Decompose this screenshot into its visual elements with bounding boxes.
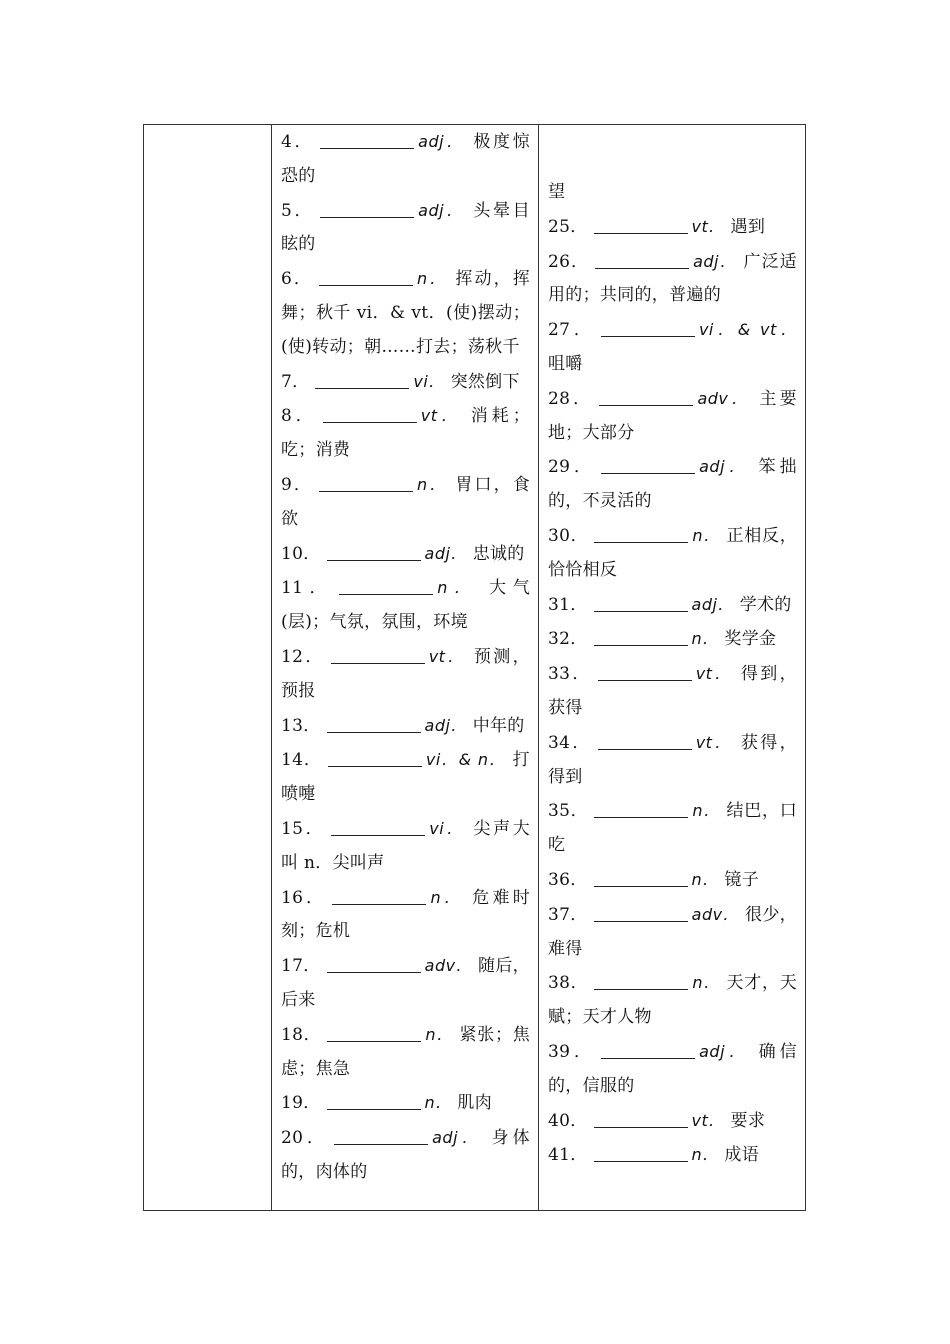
item-number: 18． bbox=[281, 1024, 322, 1045]
answer-blank[interactable] bbox=[320, 132, 414, 149]
part-of-speech: adj． bbox=[418, 132, 466, 151]
part-of-speech: vt． bbox=[428, 646, 467, 666]
vocab-item bbox=[281, 743, 530, 812]
item-number: 32． bbox=[548, 629, 588, 650]
chinese-meaning: 得到，获得 bbox=[548, 664, 797, 718]
answer-blank[interactable] bbox=[594, 870, 688, 887]
chinese-meaning: 紧张；焦虑；焦急 bbox=[281, 1024, 530, 1079]
vocab-item bbox=[281, 640, 530, 709]
part-of-speech: adj． bbox=[424, 715, 467, 735]
item-number: 13． bbox=[281, 715, 321, 736]
answer-blank[interactable] bbox=[319, 475, 413, 492]
blank-label-column bbox=[144, 125, 272, 1210]
part-of-speech: n． bbox=[691, 869, 719, 889]
part-of-speech: adv． bbox=[424, 956, 473, 976]
answer-blank[interactable] bbox=[331, 647, 425, 664]
chinese-meaning: 预测，预报 bbox=[281, 646, 530, 701]
item-number: 19． bbox=[281, 1093, 321, 1114]
vocab-item bbox=[281, 812, 530, 881]
answer-blank[interactable] bbox=[594, 1111, 688, 1128]
vocab-item bbox=[548, 450, 797, 519]
chinese-meaning: 头晕目眩的 bbox=[281, 200, 530, 255]
item-number: 4． bbox=[281, 132, 315, 152]
answer-blank[interactable] bbox=[599, 389, 693, 406]
vocab-item bbox=[281, 468, 530, 537]
part-of-speech: vt． bbox=[420, 406, 462, 426]
vocab-item bbox=[281, 1121, 530, 1190]
vocab-item bbox=[548, 1104, 797, 1139]
part-of-speech: n． bbox=[424, 1093, 452, 1113]
answer-blank[interactable] bbox=[327, 716, 421, 733]
chinese-meaning: 学术的 bbox=[739, 594, 792, 615]
part-of-speech: vi． bbox=[429, 818, 466, 838]
chinese-meaning: 消耗；吃；消费 bbox=[281, 406, 530, 461]
part-of-speech: adv． bbox=[691, 904, 740, 924]
part-of-speech: vt． bbox=[695, 732, 734, 752]
chinese-meaning: 咀嚼 bbox=[548, 353, 583, 374]
item-number: 16． bbox=[281, 887, 327, 908]
item-number: 38． bbox=[548, 973, 589, 994]
item-number: 33． bbox=[548, 664, 592, 685]
chinese-meaning: 要求 bbox=[730, 1110, 766, 1131]
item-number: 9． bbox=[281, 474, 314, 495]
vocab-list-right bbox=[548, 125, 797, 1173]
chinese-meaning: 胃口，食欲 bbox=[281, 474, 530, 529]
item-number: 40． bbox=[548, 1110, 588, 1131]
item-number: 6． bbox=[281, 269, 314, 290]
part-of-speech: adj． bbox=[432, 1128, 483, 1148]
vocab-item bbox=[548, 245, 797, 314]
vocab-list-left bbox=[281, 125, 530, 1190]
item-number: 8． bbox=[281, 406, 317, 427]
part-of-speech: n． bbox=[430, 887, 464, 907]
item-number: 14． bbox=[281, 750, 322, 771]
chinese-meaning: 遇到 bbox=[730, 216, 766, 237]
chinese-meaning: 中年的 bbox=[472, 715, 525, 736]
chinese-meaning: 笨拙的，不灵活的 bbox=[548, 457, 797, 512]
chinese-meaning: 打喷嚏 bbox=[281, 750, 530, 805]
vocab-item bbox=[548, 622, 797, 657]
answer-blank[interactable] bbox=[594, 973, 688, 990]
part-of-speech: adj． bbox=[424, 543, 467, 563]
vocab-item bbox=[281, 537, 530, 572]
vocabulary-table bbox=[143, 124, 806, 1211]
vocab-item bbox=[548, 726, 797, 795]
vocab-item bbox=[548, 588, 797, 623]
item-number: 35． bbox=[548, 801, 589, 822]
item-number: 27． bbox=[548, 320, 595, 341]
vocab-column-left bbox=[272, 125, 539, 1210]
answer-blank[interactable] bbox=[594, 526, 688, 543]
chinese-meaning: 结巴，口吃 bbox=[548, 801, 797, 856]
part-of-speech: vi． bbox=[413, 371, 445, 391]
chinese-meaning: 主要地；大部分 bbox=[548, 388, 797, 443]
vocab-item bbox=[548, 794, 797, 863]
chinese-meaning: 身体的，肉体的 bbox=[281, 1128, 530, 1182]
item-number: 20． bbox=[281, 1128, 329, 1149]
vocab-item bbox=[548, 210, 797, 245]
answer-blank[interactable] bbox=[334, 1128, 428, 1145]
answer-blank[interactable] bbox=[323, 406, 417, 423]
item-number: 7． bbox=[281, 371, 310, 392]
chinese-meaning: 正相反，恰恰相反 bbox=[548, 525, 797, 580]
part-of-speech: n． bbox=[417, 474, 448, 494]
answer-blank[interactable] bbox=[327, 956, 421, 973]
chinese-meaning: 肌肉 bbox=[457, 1093, 493, 1114]
part-of-speech: n． bbox=[437, 578, 478, 598]
part-of-speech: vt． bbox=[691, 1110, 725, 1130]
answer-blank[interactable] bbox=[320, 201, 414, 218]
vocab-item bbox=[281, 262, 530, 364]
vocab-item bbox=[548, 382, 797, 451]
part-of-speech: adj． bbox=[693, 251, 738, 271]
item-number: 34． bbox=[548, 732, 592, 753]
item-number: 30． bbox=[548, 525, 589, 546]
vocab-item bbox=[548, 966, 797, 1035]
vocab-item bbox=[281, 399, 530, 468]
answer-blank[interactable] bbox=[319, 269, 413, 286]
answer-blank[interactable] bbox=[598, 664, 692, 681]
part-of-speech: n． bbox=[692, 973, 721, 993]
part-of-speech: adj． bbox=[691, 594, 734, 614]
vocab-item bbox=[548, 1138, 797, 1173]
part-of-speech: vi．& vt． bbox=[698, 320, 797, 340]
item-number: 28． bbox=[548, 388, 594, 409]
vocab-item bbox=[548, 863, 797, 898]
vocab-item bbox=[281, 1018, 530, 1087]
chinese-meaning: 突然倒下 bbox=[450, 371, 520, 392]
answer-blank[interactable] bbox=[327, 1093, 421, 1110]
item-number: 5． bbox=[281, 200, 315, 221]
vocab-item bbox=[548, 657, 797, 726]
chinese-meaning: 获得，得到 bbox=[548, 732, 797, 787]
answer-blank[interactable] bbox=[594, 629, 688, 646]
answer-blank[interactable] bbox=[328, 750, 422, 767]
answer-blank[interactable] bbox=[601, 1042, 695, 1059]
vocab-item bbox=[281, 1086, 530, 1121]
part-of-speech: vi．& n． bbox=[425, 750, 507, 770]
vocab-item bbox=[548, 1035, 797, 1104]
part-of-speech: adj． bbox=[699, 457, 750, 477]
answer-blank[interactable] bbox=[594, 905, 688, 922]
part-of-speech: n． bbox=[692, 801, 721, 821]
vocab-item bbox=[281, 571, 530, 640]
part-of-speech: adj． bbox=[699, 1041, 750, 1061]
answer-blank[interactable] bbox=[332, 888, 426, 905]
item-number: 39． bbox=[548, 1041, 596, 1062]
part-of-speech: n． bbox=[417, 269, 448, 289]
vocab-column-right bbox=[539, 125, 805, 1210]
answer-blank[interactable] bbox=[315, 372, 409, 389]
item-number: 25． bbox=[548, 216, 588, 237]
answer-blank[interactable] bbox=[594, 217, 688, 234]
item-number: 29． bbox=[548, 457, 596, 478]
chinese-meaning: 很少，难得 bbox=[548, 904, 797, 959]
answer-blank[interactable] bbox=[601, 457, 695, 474]
vocab-item bbox=[548, 313, 797, 382]
item-number: 11． bbox=[281, 578, 334, 599]
vocab-item bbox=[281, 881, 530, 950]
answer-blank[interactable] bbox=[327, 544, 421, 561]
chinese-meaning: 忠诚的 bbox=[472, 543, 525, 564]
chinese-meaning: 镜子 bbox=[724, 869, 760, 890]
answer-blank[interactable] bbox=[327, 1025, 421, 1042]
part-of-speech: n． bbox=[691, 1145, 719, 1165]
vocab-item bbox=[548, 898, 797, 967]
chinese-meaning: 确信的，信服的 bbox=[548, 1041, 797, 1096]
part-of-speech: vt． bbox=[695, 664, 734, 684]
part-of-speech: vt． bbox=[691, 216, 725, 236]
part-of-speech: adv． bbox=[697, 388, 751, 408]
item-number: 37． bbox=[548, 904, 588, 925]
vocab-item bbox=[281, 125, 530, 194]
item-number: 36． bbox=[548, 869, 588, 890]
item-number: 41． bbox=[548, 1145, 588, 1166]
vocab-item bbox=[548, 519, 797, 588]
chinese-meaning: 尖声大叫 n．尖叫声 bbox=[281, 818, 530, 873]
item-number: 10． bbox=[281, 543, 321, 564]
chinese-meaning: 成语 bbox=[724, 1145, 760, 1166]
answer-blank[interactable] bbox=[601, 320, 695, 337]
answer-blank[interactable] bbox=[594, 595, 688, 612]
continued-text: 望 bbox=[548, 182, 566, 202]
chinese-meaning: 大气(层)；气氛，氛围，环境 bbox=[281, 578, 530, 633]
item-number: 31． bbox=[548, 594, 588, 615]
vocab-item bbox=[281, 194, 530, 263]
chinese-meaning: 危难时刻；危机 bbox=[281, 887, 530, 942]
vocab-item bbox=[281, 365, 530, 400]
answer-blank[interactable] bbox=[339, 578, 433, 595]
answer-blank[interactable] bbox=[594, 801, 688, 818]
part-of-speech: n． bbox=[691, 629, 719, 649]
item-number: 12． bbox=[281, 646, 325, 667]
part-of-speech: n． bbox=[692, 525, 721, 545]
chinese-meaning: 随后，后来 bbox=[281, 956, 530, 1010]
chinese-meaning: 挥动，挥舞；秋千 vi．& vt．(使)摆动；(使)转动；朝……打去；荡秋千 bbox=[281, 269, 530, 357]
part-of-speech: adj． bbox=[418, 200, 466, 220]
answer-blank[interactable] bbox=[598, 733, 692, 750]
item-number: 17． bbox=[281, 956, 321, 977]
answer-blank[interactable] bbox=[331, 819, 425, 836]
item-number: 15． bbox=[281, 818, 326, 839]
vocab-item bbox=[281, 709, 530, 744]
vocab-item bbox=[281, 949, 530, 1018]
chinese-meaning: 广泛适用的；共同的，普遍的 bbox=[548, 251, 797, 306]
part-of-speech: n． bbox=[425, 1024, 454, 1044]
chinese-meaning: 奖学金 bbox=[724, 629, 777, 650]
answer-blank[interactable] bbox=[595, 252, 689, 269]
chinese-meaning: 极度惊恐的 bbox=[281, 132, 530, 186]
answer-blank[interactable] bbox=[594, 1145, 688, 1162]
chinese-meaning: 天才，天赋；天才人物 bbox=[548, 973, 797, 1028]
item-number: 26． bbox=[548, 251, 590, 272]
